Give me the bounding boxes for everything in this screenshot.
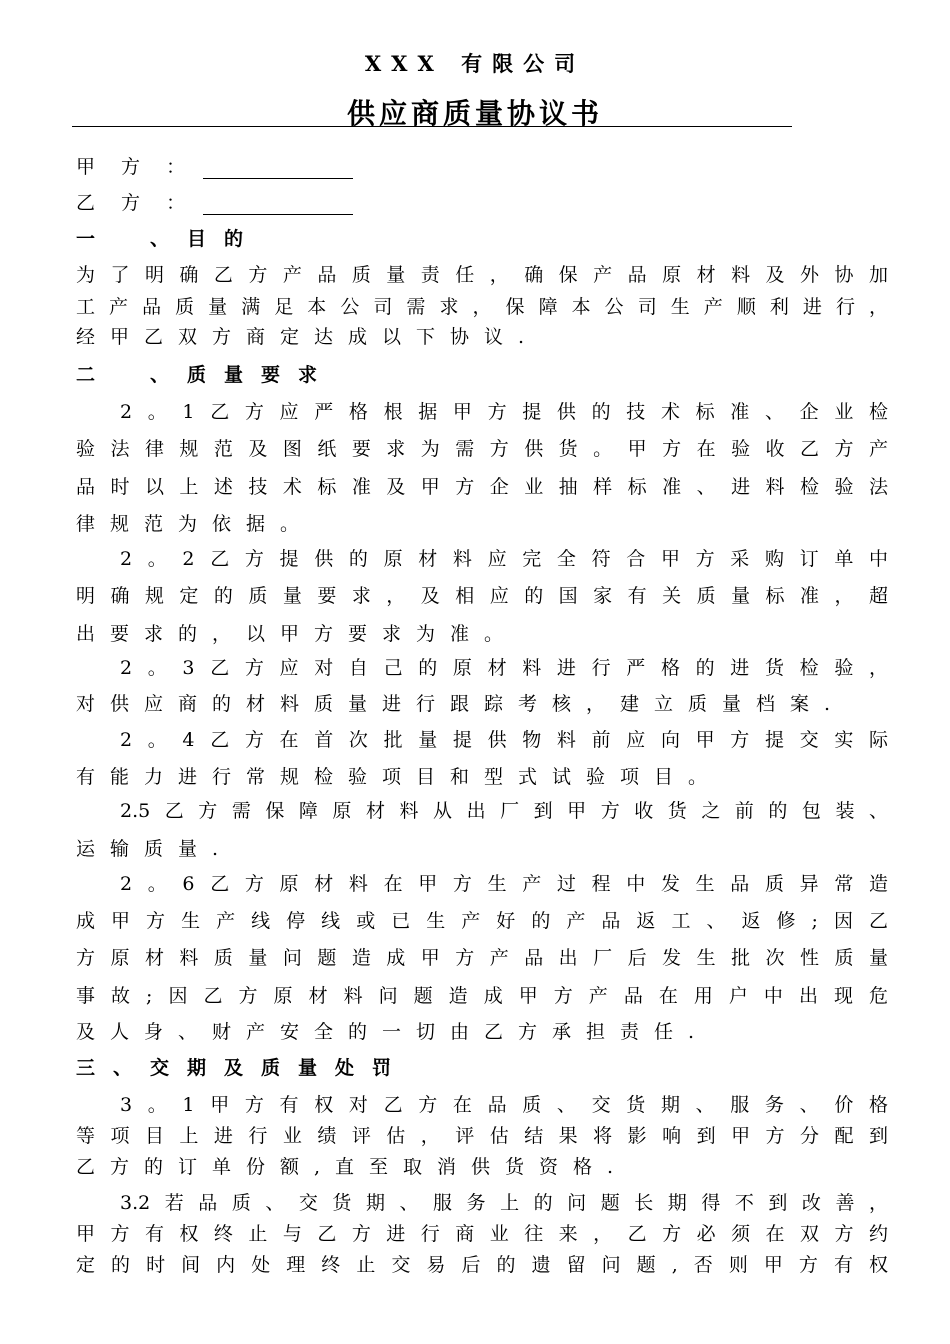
- body-line: 成甲方生产线停线或已生产好的产品返工、返修;因乙: [76, 910, 888, 932]
- party-b-row: [76, 188, 353, 215]
- body-line: 对供应商的材料质量进行跟踪考核，建立质量档案.: [76, 693, 846, 715]
- body-line: 方原材料质量问题造成甲方产品出厂后发生批次性质量: [76, 947, 888, 969]
- body-line: 运输质量.: [76, 838, 234, 860]
- body-line: 验法律规范及图纸要求为需方供货。甲方在验收乙方产: [76, 438, 888, 460]
- body-line: 律规范为依据。: [76, 513, 315, 535]
- body-line: 2。1乙方应严格根据甲方提供的技术标准、企业检: [120, 401, 888, 423]
- party-b-label: 乙 方 ：: [76, 192, 196, 214]
- body-line: 3。1甲方有权对乙方在品质、交货期、服务、价格: [120, 1094, 888, 1116]
- body-line: 经甲乙双方商定达成以下协议.: [76, 326, 540, 348]
- party-a-blank: [203, 158, 353, 179]
- title-underline: [72, 126, 792, 127]
- body-line: 及人身、财产安全的一切由乙方承担责任.: [76, 1021, 710, 1043]
- body-line: 事故;因乙方原材料问题造成甲方产品在用户中出现危: [76, 985, 888, 1007]
- body-line: 等项目上进行业绩评估，评估结果将影响到甲方分配到: [76, 1125, 888, 1147]
- section-heading: 三、交期及质量处罚: [76, 1057, 410, 1079]
- body-line: 工产品质量满足本公司需求，保障本公司生产顺利进行，: [76, 296, 888, 318]
- body-line: 出要求的，以甲方要求为准。: [76, 623, 519, 645]
- section-heading: 一 、目的: [76, 228, 262, 250]
- body-line: 2。6乙方原材料在甲方生产过程中发生品质异常造: [120, 873, 888, 895]
- body-line: 2。2乙方提供的原材料应完全符合甲方采购订单中: [120, 548, 888, 570]
- body-line: 明确规定的质量要求，及相应的国家有关质量标准，超: [76, 585, 888, 607]
- body-line: 为了明确乙方产品质量责任，确保产品原材料及外协加: [76, 264, 888, 286]
- body-line: 2.5乙方需保障原材料从出厂到甲方收货之前的包装、: [120, 800, 888, 822]
- party-a-label: 甲 方 ：: [76, 156, 196, 178]
- body-line: 甲方有权终止与乙方进行商业往来，乙方必须在双方约: [76, 1223, 888, 1245]
- company-name: XXX 有限公司: [364, 51, 586, 76]
- section-heading: 二 、质量要求: [76, 364, 336, 386]
- body-line: 品时以上述技术标准及甲方企业抽样标准、进料检验法: [76, 476, 888, 498]
- party-a-row: [76, 152, 353, 179]
- body-line: 2。3乙方应对自己的原材料进行严格的进货检验，: [120, 657, 888, 679]
- party-b-blank: [203, 194, 353, 215]
- body-line: 定的时间内处理终止交易后的遗留问题,否则甲方有权: [76, 1254, 888, 1276]
- body-line: 乙方的订单份额,直至取消供货资格.: [76, 1156, 629, 1178]
- body-line: 有能力进行常规检验项目和型式试验项目。: [76, 766, 723, 788]
- body-line: 3.2若品质、交货期、服务上的问题长期得不到改善，: [120, 1192, 888, 1214]
- document-title: 供应商质量协议书: [346, 97, 603, 130]
- body-line: 2。4乙方在首次批量提供物料前应向甲方提交实际: [120, 729, 888, 751]
